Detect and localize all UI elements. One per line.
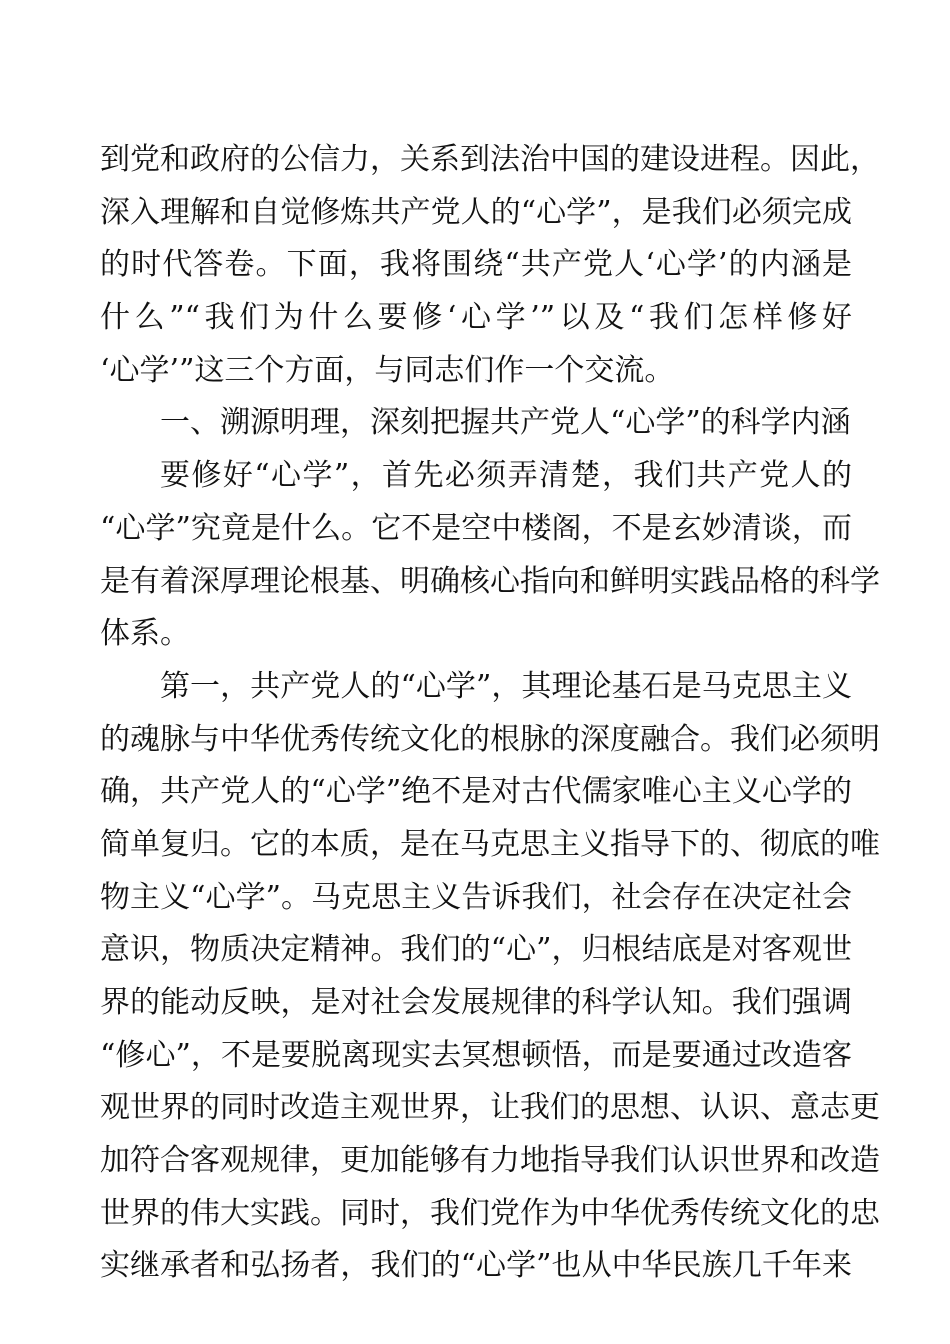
text-line: 简单复归。它的本质，是在马克思主义指导下的、彻底的唯 (100, 826, 880, 862)
text-line: “心学”究竟是什么。它不是空中楼阁，不是玄妙清谈，而 (100, 510, 852, 546)
text-line: ‘心学’”这三个方面，与同志们作一个交流。 (100, 352, 675, 388)
text-line: 体系。 (100, 616, 190, 652)
text-line: 世界的伟大实践。同时，我们党作为中华优秀传统文化的忠 (100, 1195, 880, 1231)
text-line: 是有着深厚理论根基、明确核心指向和鲜明实践品格的科学 (100, 563, 880, 599)
text-line: 的时代答卷。下面，我将围绕“共产党人‘心学’的内涵是 (100, 247, 852, 283)
text-line: 深入理解和自觉修炼共产党人的“心学”，是我们必须完成 (100, 194, 852, 230)
text-line: 第一，共产党人的“心学”，其理论基石是马克思主义 (160, 668, 852, 704)
text-line: 观世界的同时改造主观世界，让我们的思想、认识、意志更 (100, 1090, 880, 1126)
body-text (100, 134, 880, 1293)
text-line: 物主义“心学”。马克思主义告诉我们，社会存在决定社会 (100, 879, 852, 915)
text-line: 到党和政府的公信力，关系到法治中国的建设进程。因此， (100, 142, 880, 177)
text-line: 确，共产党人的“心学”绝不是对古代儒家唯心主义心学的 (100, 774, 852, 810)
text-line: “修心”，不是要脱离现实去冥想顿悟，而是要通过改造客 (100, 1037, 852, 1073)
section-heading: 一、溯源明理，深刻把握共产党人“心学”的科学内涵 (160, 405, 851, 441)
text-line: 加符合客观规律，更加能够有力地指导我们认识世界和改造 (100, 1143, 880, 1179)
text-line: 实继承者和弘扬者，我们的“心学”也从中华民族几千年来 (100, 1248, 852, 1284)
text-line: 的魂脉与中华优秀传统文化的根脉的深度融合。我们必须明 (100, 721, 880, 757)
text-line: 要修好“心学”，首先必须弄清楚，我们共产党人的 (160, 458, 852, 494)
text-line: 界的能动反映，是对社会发展规律的科学认知。我们强调 (100, 985, 852, 1020)
text-line: 意识，物质决定精神。我们的“心”，归根结底是对客观世 (100, 932, 852, 968)
text-line: 什么”“我们为什么要修‘心学’”以及“我们怎样修好 (100, 300, 852, 336)
